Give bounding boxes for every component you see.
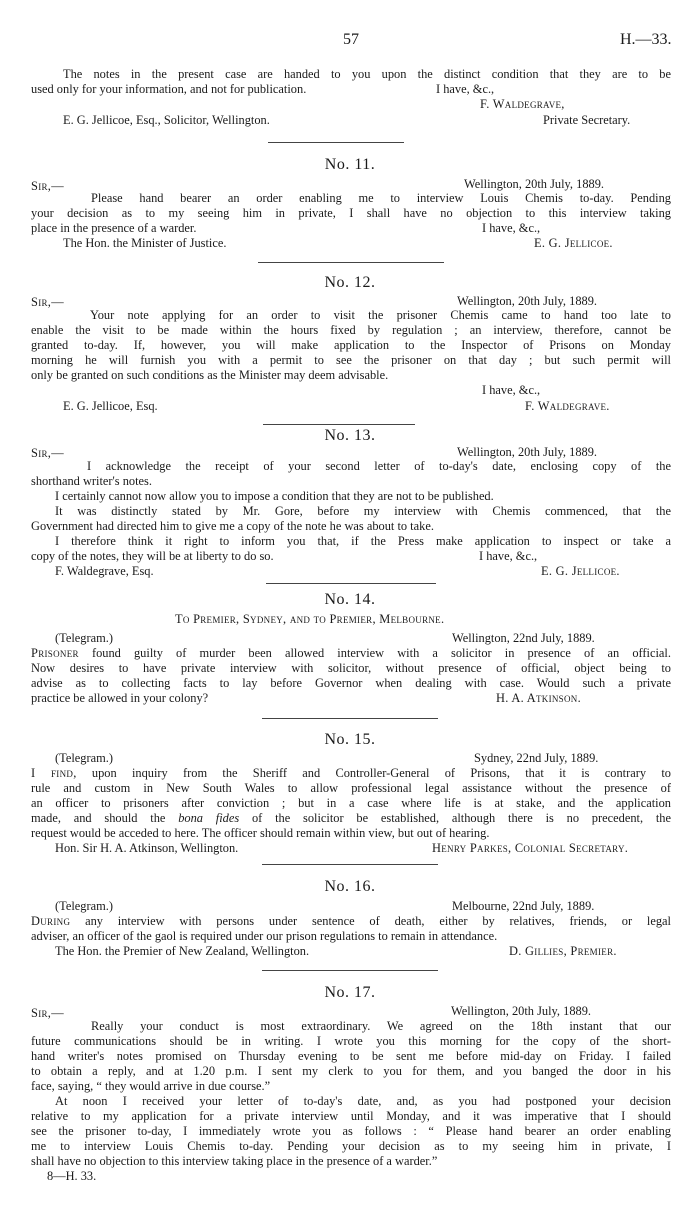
page-number: 57 [343,31,359,48]
signature: Henry Parkes, Colonial Secretary. [432,841,629,855]
addressee: The Hon. the Premier of New Zealand, Wellington. [55,944,310,958]
body-line: copy of the notes, they will be at liberty to do so. [31,549,274,563]
body-line [31,812,671,825]
document-reference: H.—33. [620,31,672,48]
letter-heading: No. 14. [324,591,376,608]
place-date: Wellington, 20th July, 1889. [464,177,604,191]
closing: I have, &c., [479,549,538,563]
divider [262,864,438,865]
place-date: Wellington, 20th July, 1889. [451,1004,591,1018]
place-date: Wellington, 20th July, 1889. [457,445,597,459]
closing: I have, &c., [482,383,541,397]
body-line [31,767,671,780]
place-date: Sydney, 22nd July, 1889. [474,751,599,765]
salutation: Sir,— [31,446,64,460]
body-line: Really your conduct is most extraordinary. We agreed on the 18th instant that our [91,1019,671,1033]
place-date: Wellington, 20th July, 1889. [457,294,597,308]
italic-phrase: bona fides [178,811,240,825]
body-line: Please hand bearer an order enabling me to interview Louis Chemis to-day. Pending [91,191,671,205]
salutation: Sir,— [31,179,64,193]
divider [266,583,436,584]
intro-line-1: The notes in the present case are handed to you upon the distinct condition that they are to be [63,67,671,81]
addressee: F. Waldegrave, Esq. [55,564,154,578]
body-line: morning he will furnish you with a permit to see the prisoner on that day ; but such permit will [31,353,671,367]
body-line: place in the presence of a warder. [31,221,197,235]
body-text: made, and should the [31,811,166,825]
intro-title: Private Secretary. [543,113,631,127]
body-line [31,915,671,928]
body-line: Government had directed him to give me a copy of the note he was about to take. [31,519,434,533]
signature: H. A. Atkinson. [496,691,581,705]
body-text: found guilty of murder been allowed interview with a solicitor in presence of an official. [91,646,671,660]
telegram-label: (Telegram.) [55,899,113,913]
body-line: me to interview Louis Chemis to-day. Pending your decision as to my seeing him in private, I [31,1139,671,1153]
body-line: to obtain a reply, and at 1.20 p.m. I sent my clerk to you for them, and you banged the door in his [31,1064,671,1078]
salutation: Sir,— [31,1006,64,1020]
body-line: I acknowledge the receipt of your second letter of to-day's date, enclosing copy of the [87,459,671,473]
divider [258,262,444,263]
addressee: The Hon. the Minister of Justice. [63,236,227,250]
addressee: E. G. Jellicoe, Esq. [63,399,158,413]
body-line: an officer to prisoners after conviction ; but in a case where life is at stake, and the application [31,796,671,810]
body-line: advise as to collecting facts to lay before Governor when dealing with case. Would such a private [31,676,671,690]
letter-heading: No. 16. [324,878,376,895]
letter-heading: No. 15. [324,731,376,748]
signature: F. Waldegrave. [525,399,610,413]
body-line: shorthand writer's notes. [31,474,152,488]
letter-heading: No. 12. [324,274,376,291]
body-line: your decision as to my seeing him in private, I shall have no objection to this interview taking [31,206,671,220]
letter-heading: No. 13. [324,427,376,444]
body-text: of the solicitor be established, although there is no precedent, the [251,811,671,825]
body-text: any interview with persons under sentence of death, either by relatives, friends, or legal [85,914,671,928]
body-line: At noon I received your letter of to-day's date, and, as you had postponed your decision [55,1094,671,1108]
lead-word: During [31,914,71,928]
body-line: granted to-day. If, however, you will make application to the Inspector of Prisons on Monday [31,338,671,352]
place-date: Wellington, 22nd July, 1889. [452,631,595,645]
body-line: Your note applying for an order to visit the prisoner Chemis came to hand too late to [90,308,671,322]
intro-closing: I have, &c., [436,82,495,96]
body-line: only be granted on such conditions as the Minister may deem advisable. [31,368,389,382]
divider [262,970,438,971]
letter-heading: No. 17. [324,984,376,1001]
body-line: see the prisoner to-day, I immediately wrote you as follows : “ Please hand bearer an order enabling [31,1124,671,1138]
place-date: Melbourne, 22nd July, 1889. [452,899,595,913]
telegram-route: To Premier, Sydney, and to Premier, Melbourne. [175,612,445,626]
body-line: shall have no objection to this interview taking place in the presence of a warder.” [31,1154,438,1168]
body-line: request would be acceded to here. The officer should remain within view, but out of hearing. [31,826,490,840]
divider [262,718,438,719]
body-line: hand writer's notes promised on Thursday evening to be sent me before mid-day on Friday. I failed [31,1049,671,1063]
body-line: Now desires to have private interview with solicitor, without presence of official, object being to [31,661,671,675]
closing: I have, &c., [482,221,541,235]
body-line: I therefore think it right to inform you that, if the Press make application to inspect or take a [55,534,671,548]
telegram-label: (Telegram.) [55,751,113,765]
addressee: Hon. Sir H. A. Atkinson, Wellington. [55,841,239,855]
body-line: enable the visit to be made within the hours fixed by regulation ; an interview, therefore, cannot be [31,323,671,337]
body-line: relative to my application for a private interview until Monday, and it was imperative that I should [31,1109,671,1123]
intro-addressee: E. G. Jellicoe, Esq., Solicitor, Wellington. [63,113,270,127]
salutation: Sir,— [31,295,64,309]
divider [263,424,415,425]
lead-word: Prisoner [31,646,79,660]
telegram-label: (Telegram.) [55,631,113,645]
divider [268,142,404,143]
body-line: future communications should be in writing. I wrote you this morning for the copy of the short- [31,1034,671,1048]
signature: E. G. Jellicoe. [534,236,613,250]
body-line: adviser, an officer of the gaol is required under our prison regulations to remain in attendance. [31,929,498,943]
intro-signature: F. Waldegrave, [480,97,565,111]
body-line: It was distinctly stated by Mr. Gore, before my interview with Chemis commenced, that the [55,504,671,518]
letter-heading: No. 11. [324,156,376,173]
signature: D. Gillies, Premier. [509,944,617,958]
body-text: upon inquiry from the Sheriff and Controller-General of Prisons, that it is contrary to [91,766,671,780]
body-line: I certainly cannot now allow you to impose a condition that they are not to be published. [55,489,494,503]
intro-line-2: used only for your information, and not for publication. [31,82,307,96]
signature-mark: 8—H. 33. [47,1169,97,1183]
body-line: face, saying, “ they would arrive in due course.” [31,1079,271,1093]
signature: E. G. Jellicoe. [541,564,620,578]
body-line: practice be allowed in your colony? [31,691,209,705]
body-line: rule and custom in New South Wales to allow professional legal assistance without the presence of [31,781,671,795]
lead-word: I find, [31,766,77,780]
body-line [31,647,671,660]
